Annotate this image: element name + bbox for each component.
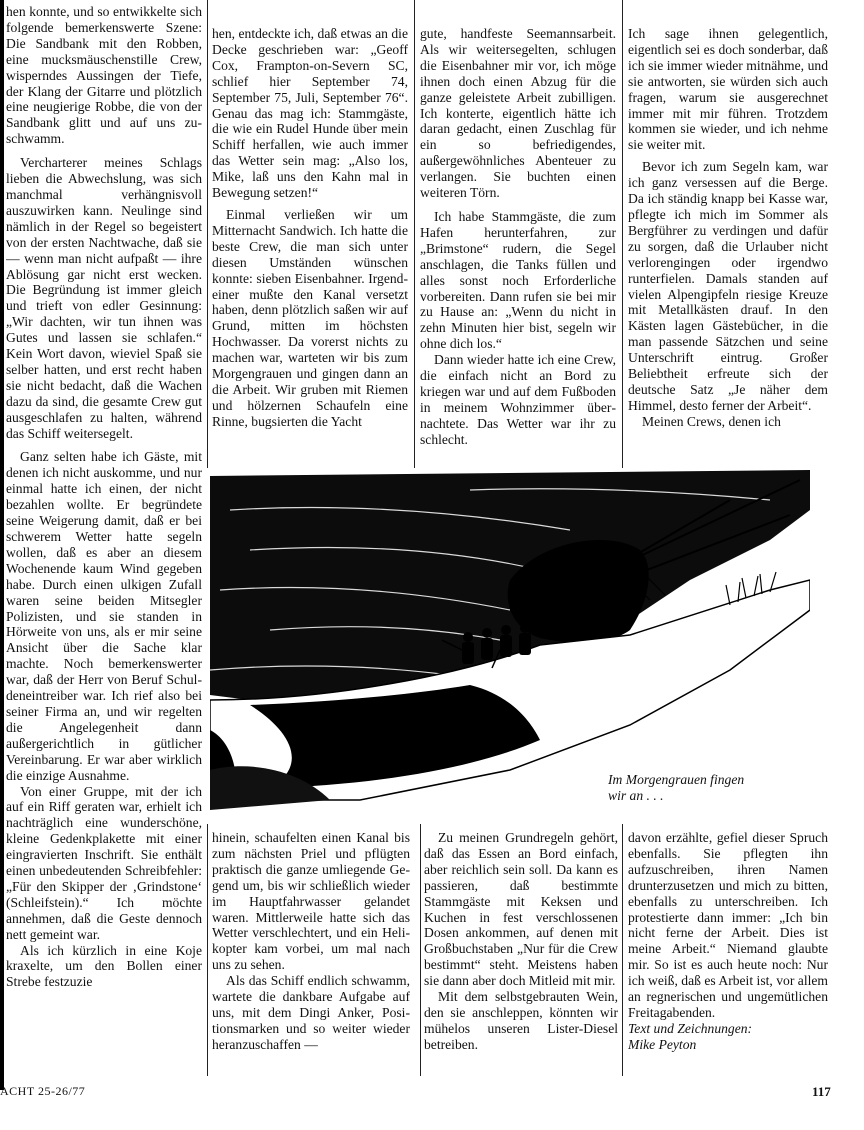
paragraph: Dann wieder hatte ich eine Crew, die einfach nicht an Bord zu kriegen war und auf dem Fußboden in meinem Wohnzimmer übernachtete. Das Wetter war ihr zu schlecht. <box>420 352 616 447</box>
paragraph: Ganz selten habe ich Gäste, mit denen ich nicht auskomme, und nur einmal hatte ich einen, der nicht bezahlen wollte. Er begründete seine Weigerung damit, daß er bei schwerem Wetter hatte segeln wollen, daß es aber an diesem Wochenende kaum Wind gegeben habe. Durch einen ulkigen Zufall waren seine beiden Mitsegler Polizisten, und sie standen in Hörweite von uns, als er mir seine Ansicht über die Sache klar machte. Noch bemerkenswerter war, daß der Herr von Beruf Schuldeneintreiber war. Ich rief also bei seiner Firma an, und wir regelten die Angelegenheit dann außergerichtlich in gütlicher Vereinbarung. Er war aber wirklich die einzige Ausnahme. <box>6 449 202 783</box>
paragraph: Einmal verließen wir um Mitternacht Sandwich. Ich hatte die beste Crew, die man sich unter diesen Umständen wünschen konnte: sieben Eisenbahner. Irgendeiner mußte den Kanal versetzt haben, denn plötzlich saßen wir auf Grund, mitten im höchsten Hochwasser. Da vorerst nichts zu machen war, warteten wir bis zum Morgengrauen und gingen dann an die Arbeit. Wir gruben mit Riemen und hölzernen Schaufeln eine Rinne, bugsierten die Yacht <box>212 206 408 429</box>
article-column-4-bottom <box>628 830 828 1076</box>
paragraph: Mit dem selbstgebrauten Wein, den sie anschleppen, könnten wir mühelos unseren Lister-Diesel betreiben. <box>424 989 618 1052</box>
paragraph: hen konnte, und so entwikkelte sich folgende bemerkenswerte Szene: Die Sandbank mit den Robben, eine mucksmäuschenstille Crew, wisperndes Aussingen der Tiefe, der Klang der Gitarre und plötzlich eine neugierige Robbe, die von der Sandbank glitt und auf uns zuschwamm. <box>6 4 202 147</box>
page-number: 117 <box>812 1084 831 1099</box>
column-rule <box>207 824 208 1076</box>
paragraph: Als ich kürzlich in eine Koje kraxelte, um den Bollen einer Strebe festzuzie <box>6 942 202 990</box>
column-rule <box>622 824 623 1076</box>
article-column-4-top <box>628 26 828 466</box>
article-column-2-bottom <box>212 830 410 1076</box>
paragraph: hen, entdeckte ich, daß etwas an die Decke geschrieben war: „Geoff Cox, Frampton-on-Severn SC, schlief hier September 74, September 75, Juli, September 76“. Genau das mag ich: Stammgäste, die wie ein Rudel Hunde über mein Schiff herfallen, wie auch immer das Wetter sein mag: „Also los, Mike, laß uns den Kahn mal in Bewegung setzen!“ <box>212 26 408 201</box>
paragraph: Meinen Crews, denen ich <box>642 413 781 429</box>
caption-line: wir an . . . <box>608 788 664 803</box>
author-credit: Text und Zeichnungen: <box>628 1020 753 1036</box>
column-rule <box>420 824 421 1076</box>
paragraph: davon erzählte, gefiel dieser Spruch ebenfalls. Sie pflegten ihn aufzuschreiben, ihren Namen drunterzusetzen und mich zu bitten, ebenfalls zu unterschreiben. Ich protestierte dann immer: „Ich bin nicht ferne der Arbeit. Dies ist meine Arbeit.“ Niemand glaubte mir. So ist es auch heute noch: Nur ich weiß, daß es Arbeit ist, vor allem an regnerischen und ungemütlichen Freitagabenden. <box>628 830 828 1020</box>
column-rule <box>414 0 415 468</box>
article-column-3-top <box>420 26 616 466</box>
grounded-yacht-illustration <box>210 470 810 822</box>
paragraph: Zu meinen Grundregeln gehört, daß das Essen an Bord einfach, aber reichlich sein soll. Da kann es passieren, daß bestimmte Stammgäste mit Keksen und Kuchen in fest verschlossenen Dosen ankommen, auf denen mit Großbuchstaben „Nur für die Crew bestimmt“ steht. Meistens haben sie dann aber doch Mitleid mit mir. <box>424 830 618 989</box>
paragraph: hinein, schaufelten einen Kanal bis zum nächsten Priel und pflügten praktisch die ganze umliegende Gegend um, bis wir schließlich wieder im Hauptfahrwasser gelandet waren. Mittlerweile hatte sich das Wetter verschlechtert, und ein Helikopter kam vorbei, um mal nach uns zu sehen. <box>212 830 410 973</box>
page-edge-shadow <box>0 0 4 1090</box>
paragraph: Als das Schiff endlich schwamm, wartete die dankbare Aufgabe auf uns, mit dem Dingi Anker, Positionsmarken und so weiter wieder heranzuschaffen — <box>212 973 410 1052</box>
column-rule <box>207 0 208 468</box>
paragraph: Ich sage ihnen gelegentlich, eigentlich sei es doch sonderbar, daß ich sie immer wieder mitnähme, und sie antworten, sie würden sich auch fragen, warum sie ausgerechnet immer mit mir führen. Trotzdem kommen sie wieder, und ich nehme sie weiter mit. <box>628 26 828 153</box>
article-column-1 <box>6 4 202 1082</box>
paragraph: gute, handfeste Seemannsarbeit. Als wir weitersegelten, schlugen die Eisenbahner mir vor, ich möge ihnen doch einen Abzug für die ganze geleistete Arbeit zubilligen. Ich konterte, eigentlich hätte ich daran gedacht, einen Zuschlag für ein so befriedigendes, außergewöhnliches Abenteuer zu verlangen. Sie buchten einen weiteren Törn. <box>420 26 616 201</box>
illustration-caption <box>608 772 808 804</box>
article-column-3-bottom <box>424 830 618 1076</box>
author-credit: Mike Peyton <box>628 1036 697 1052</box>
paragraph: Bevor ich zum Segeln kam, war ich ganz versessen auf die Berge. Da ich ständig knapp bei Kasse war, pflegte ich mich im Sommer als Bergführer zu verdingen und dafür zu sorgen, daß die Urlauber nicht verlorengingen oder irgendwo runterfielen. Damals standen auf vielen Alpengipfeln riesige Kreuze mit Metallkästen drauf. In den Kästen lagen Gästebücher, in die man passende Sätzchen und seine Unterschrift eintrug. Großer Beliebtheit erfreute sich der deutsche Satz „Je näher dem Himmel, desto ferner der Arbeit“. <box>628 159 828 413</box>
article-column-2-top <box>212 26 408 466</box>
paragraph: Vercharterer meines Schlags lieben die Abwechslung, was sich manchmal verhängnisvoll auszuwirken kann. Neulinge sind nämlich in der Regel so begeistert von der ersten Nachtwache, daß sie — wenn man nicht aufpaßt — ihre Ablösung gar nicht erst wecken. Die Begründung ist immer gleich und trieft von edler Gesinnung: „Wir dachten, wir tun ihnen was Gutes und lassen sie schlafen.“ Kein Wort davon, wieviel Spaß sie selber hatten, und erst recht haben sie nicht bedacht, daß die Wachen dazu da sind, die gesamte Crew gut ausgeschlafen zu halten, während das Schiff weitersegelt. <box>6 155 202 441</box>
column-rule <box>622 0 623 468</box>
magazine-issue-footer: ACHT 25-26/77 <box>0 1084 86 1098</box>
paragraph: Von einer Gruppe, mit der ich auf ein Riff geraten war, erhielt ich nachträglich eine wunderschöne, kleine Gedenkplakette mit einer eingravierten Inschrift. Sie enthält einen unbedeutenden Schreibfehler: „Für den Skipper der ‚Grindstone‘ (Schleifstein).“ Ich möchte annehmen, daß die Geste dennoch nett gemeint war. <box>6 783 202 942</box>
paragraph: Ich habe Stammgäste, die zum Hafen herunterfahren, zur „Brimstone“ rudern, die Segel anschlagen, die Tanks füllen und alles sonst noch Erforderliche vorbereiten. Dann rufen sie bei mir zu Hause an: „Wenn du nicht in zehn Minuten hier bist, segeln wir ohne dich los.“ <box>420 208 616 352</box>
caption-line: Im Morgengrauen fingen <box>608 772 745 787</box>
